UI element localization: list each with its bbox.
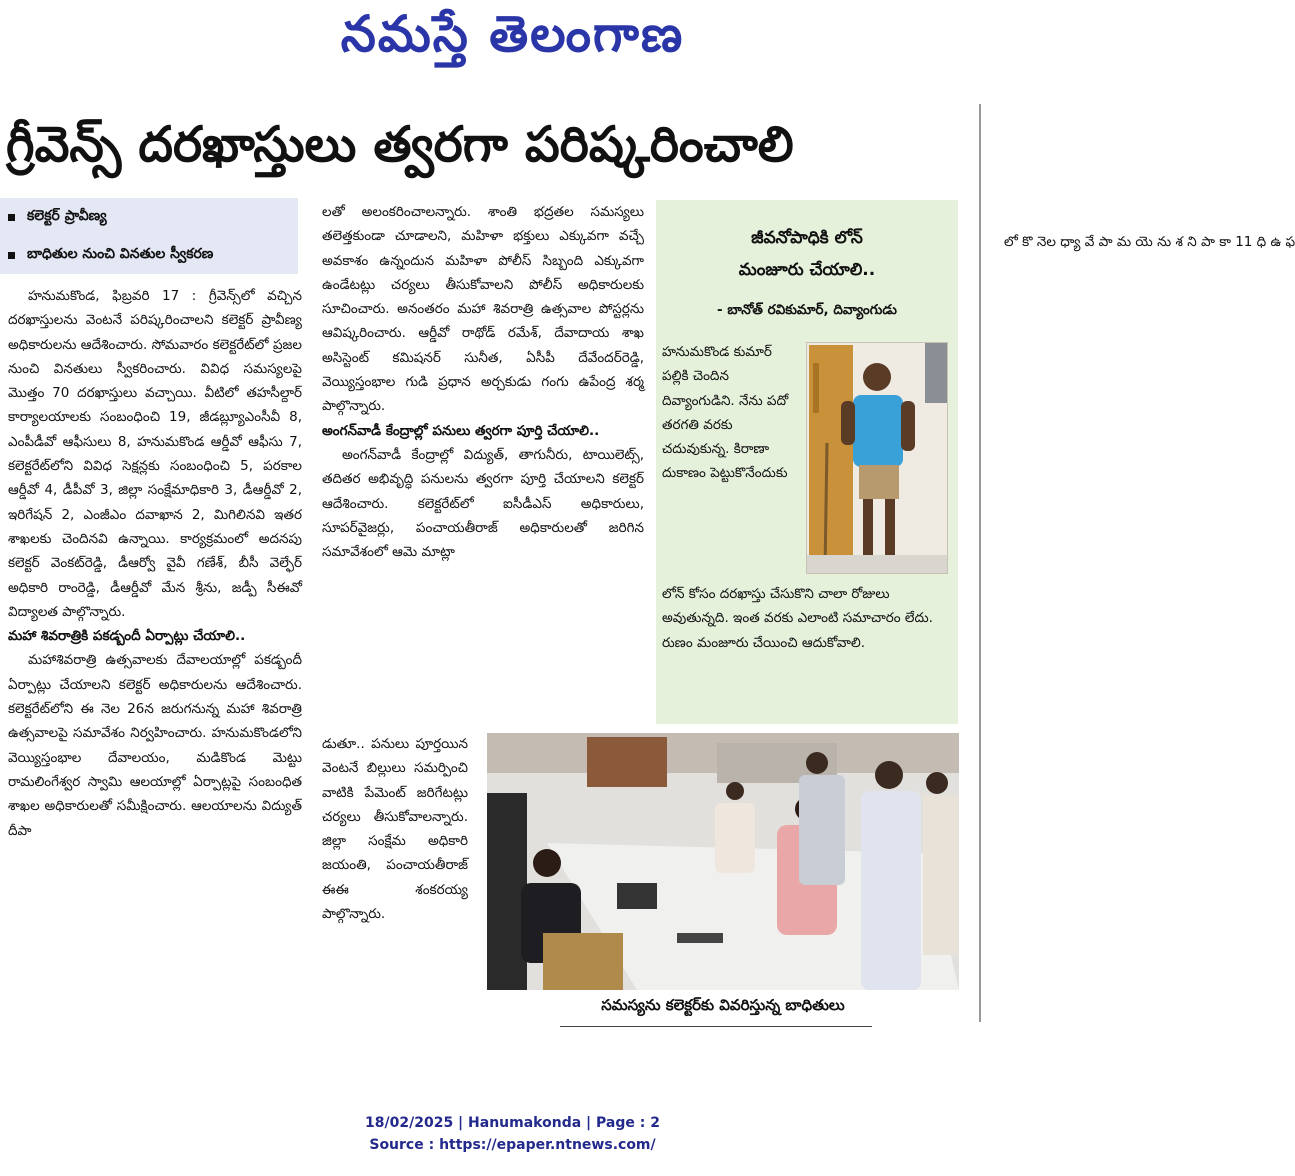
sidebar-box	[656, 200, 958, 724]
adjacent-article-edge: లో కొ నెల ధ్యా వే పా మ యె ను శ ని పా కా 11 ధి ఉ ఫ	[1004, 234, 1295, 250]
article-paragraph: డుతూ.. పనులు పూర్తయిన వెంటనే బిల్లులు సమర్పించి వాటికి పేమెంట్ జరిగేటట్లు చర్యలు తీసుకోవాలన్నారు. జిల్లా సంక్షేమ అధికారి జయంతి, పంచాయతీరాజ్ ఈఈ శంకరయ్య పాల్గొన్నారు.	[322, 736, 468, 923]
article-column-3	[322, 732, 468, 926]
caption-underline	[560, 1026, 872, 1027]
photo-caption: సమస్యను కలెక్టర్‌కు వివరిస్తున్న బాధితులు	[601, 996, 845, 1014]
bullet-text: బాధితుల నుంచి వినతుల స్వీకరణ	[27, 245, 214, 262]
bullet-box	[0, 198, 298, 274]
article-paragraph: మహాశివరాత్రి ఉత్సవాలకు దేవాలయాల్లో పకడ్బందీ ఏర్పాట్లు చేయాలని కలెక్టర్ అధికారులను ఆదేశించారు. కలెక్టరేట్‌లోని ఈ నెల 26న జరుగనున్న మహా శివరాత్రి ఉత్సవాలపై సమావేశం నిర్వహించారు. హనుమకొండలోని వెయ్యిస్తంభాల దేవాలయం, మడికొండ మెట్టు రామలింగేశ్వర స్వామి ఆలయాల్లో ఏర్పాట్లపై సంబంధిత శాఖల అధికారులతో సమీక్షించారు. ఆలయాలను విద్యుత్ దీపా	[8, 652, 302, 839]
column-divider	[979, 104, 981, 1022]
article-paragraph: అంగన్‌వాడీ కేంద్రాల్లో విద్యుత్, తాగునీరు, టాయిలెట్స్, తదితర అభివృద్ధి పనులను త్వరగా పూర్తి చేయాలని కలెక్టర్ ఆదేశించారు. కలెక్టరేట్‌లో ఐసీడీఎస్ అధికారులు, సూపర్‌వైజర్లు, పంచాయతీరాజ్ అధికారులతో జరిగిన సమావేశంలో ఆమె మాట్లా	[322, 446, 644, 561]
article-subhead: అంగన్‌వాడీ కేంద్రాల్లో పనులు త్వరగా పూర్తి చేయాలి..	[322, 422, 600, 439]
bullet-text: కలెక్టర్ ప్రావీణ్య	[27, 207, 107, 224]
sidebar-text: హనుమకొండ కుమార్ పల్లికి చెందిన దివ్యాంగుడిని. నేను పదో తరగతి వరకు చదువుకున్న. కిరాణా దుకాణం పెట్టుకొనేందుకు	[662, 344, 789, 482]
meeting-photo	[487, 733, 959, 990]
footer-date-line: 18/02/2025 | Hanumakonda | Page : 2	[365, 1115, 660, 1131]
sidebar-text: లోన్ కోసం దరఖాస్తు చేసుకొని చాలా రోజులు అవుతున్నది. ఇంత వరకు ఎలాంటి సమాచారం లేదు. రుణం మంజూరు చేయించి ఆదుకోవాలి.	[662, 586, 933, 651]
portrait-photo	[806, 342, 948, 574]
sidebar-title	[656, 222, 958, 286]
bullet-square-icon	[8, 252, 15, 259]
article-subhead: మహా శివరాత్రికి పకడ్బందీ ఏర్పాట్లు చేయాలి..	[8, 628, 246, 645]
sidebar-title-line: జీవనోపాధికి లోన్	[751, 228, 863, 248]
masthead-logo: నమస్తే తెలంగాణ	[340, 4, 685, 63]
bullet-item	[0, 236, 298, 274]
article-column-2	[322, 200, 644, 564]
footer-source-line[interactable]: Source : https://epaper.ntnews.com/	[369, 1137, 656, 1153]
article-column-1	[8, 284, 302, 843]
sidebar-byline: - బానోత్ రవికుమార్, దివ్యాంగుడు	[717, 302, 897, 318]
meeting-illustration	[487, 733, 959, 990]
article-paragraph: హనుమకొండ, ఫిబ్రవరి 17 : గ్రీవెన్స్‌లో వచ్చిన దరఖాస్తులను వెంటనే పరిష్కరించాలని కలెక్టర్ ప్రావీణ్య అధికారులను ఆదేశించారు. సోమవారం కలెక్టరేట్‌లో ప్రజల నుంచి వినతులు స్వీకరించారు. వివిధ సమస్యలపై మొత్తం 70 దరఖాస్తులు వచ్చాయి. వీటిలో తహసీల్దార్ కార్యాలయాలకు సంబంధించి 19, జీడబ్ల్యూఎంసీవీ 8, ఎంపీడీవో ఆఫీసులు 8, హనుమకొండ ఆర్డీవో ఆఫీసు 7, కలెక్టరేట్‌లోని వివిధ సెక్షన్లకు సంబంధించి 5, పరకాల ఆర్డీవో 4, డీపీవో 3, జిల్లా సంక్షేమాధికారి 3, డీఆర్డీవో 2, ఇరిగేషన్ 2, ఎంజీఎం దవాఖాన 2, మిగిలినవి ఇతర శాఖలకు చెందినవి ఉన్నాయి. కార్యక్రమంలో అదనపు కలెక్టర్ వెంకట్‌రెడ్డి, డీఆర్వో వైవీ గణేశ్, బీసీ వెల్ఫేర్ అధికారి రాంరెడ్డి, డీఆర్డీవో మేన శ్రీను, జడ్పీ సీఈవో విద్యాలత పాల్గొన్నారు.	[8, 288, 302, 620]
article-paragraph: లతో అలంకరించాలన్నారు. శాంతి భద్రతల సమస్యలు తలెత్తకుండా చూడాలని, మహిళా భక్తులు ఎక్కువగా వచ్చే అవకాశం ఉన్నందున మహిళా పోలీస్ సిబ్బంది ఎక్కువగా ఉండేటట్లు చర్యలు తీసుకోవాలని పోలీస్ అధికారులకు సూచించారు. అనంతరం మహా శివరాత్రి ఉత్సవాల పోస్టర్లను ఆవిష్కరించారు. ఆర్డీవో రాథోడ్ రమేశ్, దేవాదాయ శాఖ అసిస్టెంట్ కమిషనర్ సునీత, ఏసీపీ దేవేందర్‌రెడ్డి, వెయ్యిస్తంభాల గుడి ప్రధాన అర్చకుడు గంగు ఉపేంద్ర శర్మ పాల్గొన్నారు.	[322, 204, 644, 415]
portrait-illustration	[807, 343, 947, 573]
bullet-square-icon	[8, 214, 15, 221]
headline: గ్రీవెన్స్ దరఖాస్తులు త్వరగా పరిష్కరించాలి	[6, 116, 794, 173]
sidebar-title-line: మంజూరు చేయాలి..	[738, 260, 876, 280]
page-footer	[0, 1112, 1025, 1156]
bullet-item	[0, 198, 298, 236]
